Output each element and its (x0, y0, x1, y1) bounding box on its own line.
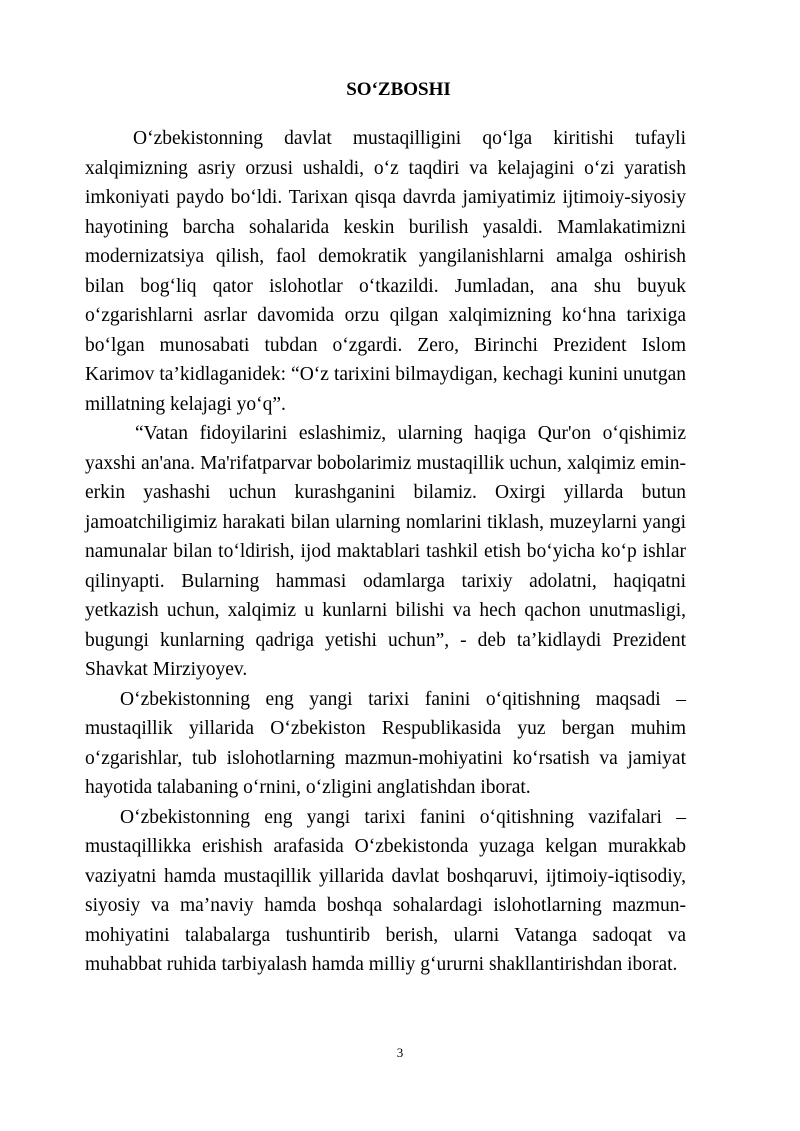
paragraph-1: O‘zbekistonning davlat mustaqilligini qo‘lga kiritishi tufayli xalqimizning asriy orzusi ushaldi, o‘z taqdiri va kelajagini o‘zi yaratish imkoniyati paydo bo‘ldi. Tarixan qisqa davrda jamiyatimiz ijtimoiy-siyosiy hayotining barcha sohalarida keskin burilish yasaldi. Mamlakatimizni modernizatsiya qilish, faol demokratik yangilanishlarni amalga oshirish bilan bog‘liq qator islohotlar o‘tkazildi. Jumladan, ana shu buyuk o‘zgarishlarni asrlar davomida orzu qilgan xalqimizning ko‘hna tarixiga bo‘lgan munosabati tubdan o‘zgardi. Zero, Birinchi Prezident Islom Karimov ta’kidlaganidek: “O‘z tarixini bilmaydigan, kechagi kunini unutgan millatning kelajagi yo‘q”. (85, 128, 686, 415)
paragraph-2: “Vatan fidoyilarini eslashimiz, ularning haqiga Qur'on o‘qishimiz yaxshi an'ana. Ma'rifatparvar bobolarimiz mustaqillik uchun, xalqimiz emin-erkin yashashi uchun kurashganini bilamiz. Oxirgi yillarda butun jamoatchiligimiz harakati bilan ularning nomlarini tiklash, muzeylarni yangi namunalar bilan to‘ldirish, ijod maktablari tashkil etish bo‘yicha ko‘p ishlar qilinyapti. Bularning hammasi odamlarga tarixiy adolatni, haqiqatni yetkazish uchun, xalqimiz u kunlarni bilishi va hech qachon unutmasligi, bugungi kunlarning qadriga yetishi uchun”, - deb ta’kidlaydi Prezident Shavkat Mirziyoyev. (85, 423, 686, 680)
page-number: 3 (396, 1045, 404, 1060)
paragraph-4: O‘zbekistonning eng yangi tarixi fanini o‘qitishning vazifalari – mustaqillikka erishish arafasida O‘zbekistonda yuzaga kelgan murakkab vaziyatni hamda mustaqillik yillarida davlat boshqaruvi, ijtimoiy-iqtisodiy, siyosiy va ma’naviy hamda boshqa sohalardagi islohotlarning mazmun-mohiyatini talabalarga tushuntirib berish, ularni Vatanga sadoqat va muhabbat ruhida tarbiyalash hamda milliy g‘ururni shakllantirishdan iborat. (85, 806, 686, 975)
paragraph-3: O‘zbekistonning eng yangi tarixi fanini o‘qitishning maqsadi – mustaqillik yillarida O‘zbekiston Respublikasida yuz bergan muhim o‘zgarishlar, tub islohotlarning mazmun-mohiyatini ko‘rsatish va jamiyat hayotida talabaning o‘rnini, o‘zligini anglatishdan iborat. (85, 688, 686, 798)
body-text (85, 124, 686, 980)
page-title: SO‘ZBOSHI (346, 79, 451, 100)
